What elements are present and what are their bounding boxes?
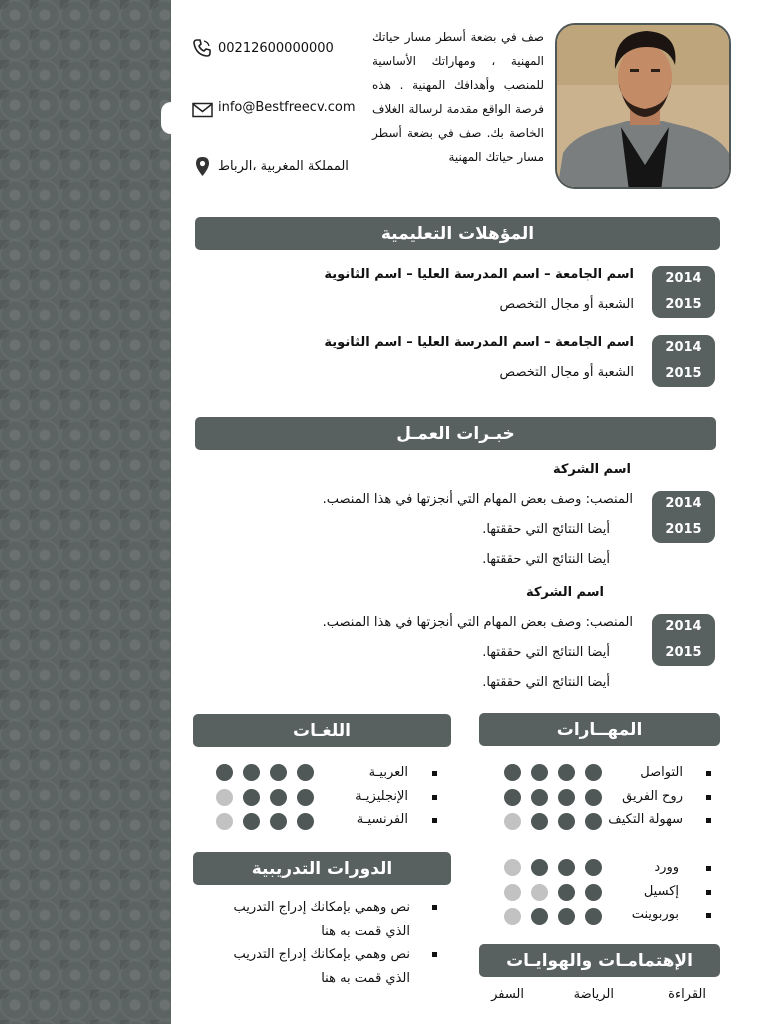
rating-dot-filled (216, 764, 233, 781)
rating-dot-filled (270, 813, 287, 830)
rating-dot-filled (243, 789, 260, 806)
rating-dot-filled (270, 764, 287, 781)
language-name: العربيـة (368, 765, 408, 780)
hobby-item: الرياضة (573, 987, 614, 1002)
start-year: 2014 (665, 619, 702, 634)
location-pin-icon (195, 156, 210, 177)
software-rating (494, 908, 602, 925)
course-item: نص وهمي بإمكانك إدراج التدريب الذي قمت به هنا (233, 900, 410, 939)
languages-heading: اللغـات (193, 714, 451, 747)
rating-dot-filled (558, 859, 575, 876)
software-name: إكسيل (643, 884, 679, 899)
rating-dot-filled (558, 764, 575, 781)
rating-dot-filled (270, 789, 287, 806)
job-description: المنصب: وصف بعض المهام التي أنجزتها في هذا المنصب. (322, 492, 633, 507)
skill-rating (494, 813, 602, 830)
job-result: أيضا النتائج التي حققتها. (482, 522, 610, 537)
courses-heading: الدورات التدريبية (193, 852, 451, 885)
hobby-item: القراءة (668, 987, 706, 1002)
education-institution: اسم الجامعة – اسم المدرسة العليا – اسم الثانوية (324, 267, 634, 282)
contact-email (192, 98, 362, 118)
software-rating (494, 884, 602, 901)
bullet (432, 905, 437, 910)
language-rating (206, 813, 314, 830)
rating-dot-empty (216, 789, 233, 806)
software-name: بوربوينت (631, 907, 679, 922)
language-rating (206, 789, 314, 806)
skill-name: سهولة التكيف (608, 812, 683, 827)
skills-heading: المهــارات (479, 713, 720, 746)
bullet (706, 866, 711, 871)
envelope-icon (192, 102, 213, 118)
start-year: 2014 (665, 340, 702, 355)
end-year: 2015 (665, 297, 702, 312)
rating-dot-filled (558, 908, 575, 925)
contact-phone (192, 38, 334, 58)
profile-photo (555, 23, 731, 189)
rating-dot-filled (297, 813, 314, 830)
profile-summary: صف في بضعة أسطر مسار حياتك المهنية ، ومهاراتك الأساسية للمنصب وأهدافك المهنية . هذه فرصة الواقع مقدمة لرسالة الغلاف الخاصة بك. صف في بضعة أسطر مسار حياتك المهنية (372, 30, 544, 164)
education-field: الشعبة أو مجال التخصص (499, 365, 634, 380)
experience-years-badge (652, 491, 715, 543)
language-name: الفرنسيـة (356, 812, 408, 827)
rating-dot-empty (504, 813, 521, 830)
experience-years-badge (652, 614, 715, 666)
bullet (706, 818, 711, 823)
rating-dot-filled (558, 884, 575, 901)
language-rating (206, 764, 314, 781)
contact-address (195, 156, 349, 177)
company-name: اسم الشركة (525, 585, 604, 600)
rating-dot-filled (243, 764, 260, 781)
rating-dot-empty (531, 884, 548, 901)
education-years-badge (652, 266, 715, 318)
rating-dot-filled (531, 789, 548, 806)
bullet (706, 913, 711, 918)
education-years-badge (652, 335, 715, 387)
rating-dot-filled (585, 859, 602, 876)
bullet (706, 890, 711, 895)
skill-rating (494, 764, 602, 781)
phone-icon (192, 38, 212, 58)
rating-dot-filled (243, 813, 260, 830)
company-name: اسم الشركة (552, 462, 631, 477)
job-description: المنصب: وصف بعض المهام التي أنجزتها في هذا المنصب. (322, 615, 633, 630)
rating-dot-filled (504, 764, 521, 781)
education-heading: المؤهلات التعليمية (195, 217, 720, 250)
skill-rating (494, 789, 602, 806)
education-institution: اسم الجامعة – اسم المدرسة العليا – اسم الثانوية (324, 335, 634, 350)
end-year: 2015 (665, 366, 702, 381)
rating-dot-filled (531, 859, 548, 876)
rating-dot-empty (216, 813, 233, 830)
rating-dot-empty (504, 859, 521, 876)
course-item: نص وهمي بإمكانك إدراج التدريب الذي قمت به هنا (233, 947, 410, 986)
skill-name: روح الفريق (622, 789, 683, 804)
rating-dot-filled (585, 908, 602, 925)
decorative-sidebar (0, 0, 171, 1024)
hobby-item: السفر (491, 987, 524, 1002)
job-result: أيضا النتائج التي حققتها. (482, 552, 610, 567)
bullet (432, 771, 437, 776)
education-field: الشعبة أو مجال التخصص (499, 297, 634, 312)
language-name: الإنجليزيـة (355, 789, 408, 804)
rating-dot-filled (585, 764, 602, 781)
rating-dot-filled (585, 813, 602, 830)
start-year: 2014 (665, 271, 702, 286)
experience-heading: خبـرات العمـل (195, 417, 716, 450)
rating-dot-filled (531, 764, 548, 781)
hobbies-heading: الإهتمامـات والهوايـات (479, 944, 720, 977)
rating-dot-filled (504, 789, 521, 806)
bullet (706, 795, 711, 800)
rating-dot-filled (558, 789, 575, 806)
job-result: أيضا النتائج التي حققتها. (482, 645, 610, 660)
rating-dot-filled (585, 884, 602, 901)
rating-dot-filled (531, 908, 548, 925)
rating-dot-filled (558, 813, 575, 830)
software-rating (494, 859, 602, 876)
bullet (432, 818, 437, 823)
email-address: info@Bestfreecv.com (218, 100, 356, 115)
end-year: 2015 (665, 645, 702, 660)
phone-number: 00212600000000 (218, 40, 334, 56)
rating-dot-filled (585, 789, 602, 806)
start-year: 2014 (665, 496, 702, 511)
skill-name: التواصل (640, 765, 683, 780)
bullet (432, 952, 437, 957)
rating-dot-filled (297, 789, 314, 806)
bullet (706, 771, 711, 776)
software-name: وورد (654, 860, 679, 875)
rating-dot-filled (531, 813, 548, 830)
bullet (432, 795, 437, 800)
rating-dot-filled (297, 764, 314, 781)
rating-dot-empty (504, 908, 521, 925)
job-result: أيضا النتائج التي حققتها. (482, 675, 610, 690)
end-year: 2015 (665, 522, 702, 537)
rating-dot-empty (504, 884, 521, 901)
sidebar-notch (161, 102, 183, 134)
address-text: المملكة المغربية ،الرباط (218, 159, 349, 174)
